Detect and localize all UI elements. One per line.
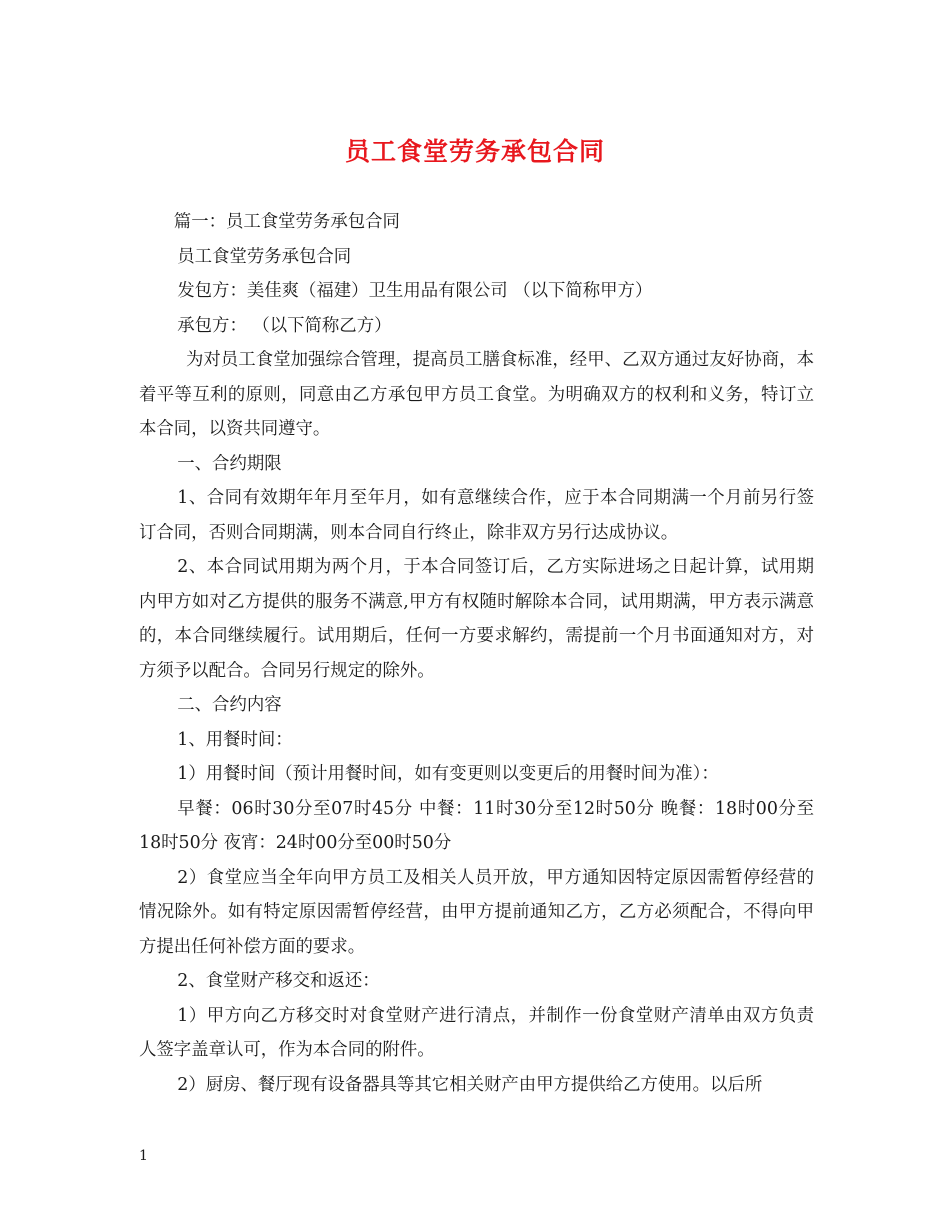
paragraph-meal-schedule: 早餐：06时30分至07时45分 中餐：11时30分至12时50分 晚餐：18时00分至18时50分 夜宵：24时00分至00时50分: [139, 798, 814, 853]
paragraph-term-1: 1、合同有效期年年月至年月，如有意继续合作，应于本合同期满一个月前另行签订合同，否则合同期满，则本合同自行终止，除非双方另行达成协议。: [139, 488, 814, 543]
party-a: 发包方：美佳爽（福建）卫生用品有限公司 （以下简称甲方）: [177, 281, 653, 301]
contract-name: 员工食堂劳务承包合同: [177, 246, 352, 267]
paragraph-meal-time-2: 2）食堂应当全年向甲方员工及相关人员开放，甲方通知因特定原因需暂停经营的情况除外。如有特定原因需暂停经营，由甲方提前通知乙方，乙方必须配合，不得向甲方提出任何补偿方面的要求。: [139, 867, 814, 957]
page-number: 1: [139, 1148, 148, 1164]
document-title: 员工食堂劳务承包合同: [344, 137, 605, 166]
paragraph-preamble: 为对员工食堂加强综合管理，提高员工膳食标准，经甲、乙双方通过友好协商，本着平等互利的原则，同意由乙方承包甲方员工食堂。为明确双方的权利和义务，特订立本合同，以资共同遵守。: [139, 350, 814, 439]
heading-property: 2、食堂财产移交和返还：: [177, 971, 380, 991]
heading-content: 二、合约内容: [177, 695, 282, 715]
party-b: 承包方： （以下简称乙方）: [177, 315, 392, 336]
paragraph-property-2: 2）厨房、餐厅现有设备器具等其它相关财产由甲方提供给乙方使用。以后所: [177, 1074, 763, 1095]
heading-term: 一、合约期限: [177, 453, 282, 474]
paragraph-property-1: 1）甲方向乙方移交时对食堂财产进行清点，并制作一份食堂财产清单由双方负责人签字盖章认可，作为本合同的附件。: [139, 1005, 814, 1060]
section-heading: 篇一：员工食堂劳务承包合同: [173, 212, 400, 232]
paragraph-meal-time-1: 1）用餐时间（预计用餐时间，如有变更则以变更后的用餐时间为准）：: [177, 764, 719, 784]
document-body: [139, 205, 814, 1102]
paragraph-term-2: 2、本合同试用期为两个月，于本合同签订后，乙方实际进场之日起计算，试用期内甲方如对乙方提供的服务不满意,甲方有权随时解除本合同，试用期满，甲方表示满意的，本合同继续履行。试用期后，任何一方要求解约，需提前一个月书面通知对方，对方须予以配合。合同另行规定的除外。: [139, 557, 814, 681]
heading-meal-time: 1、用餐时间：: [177, 729, 293, 750]
